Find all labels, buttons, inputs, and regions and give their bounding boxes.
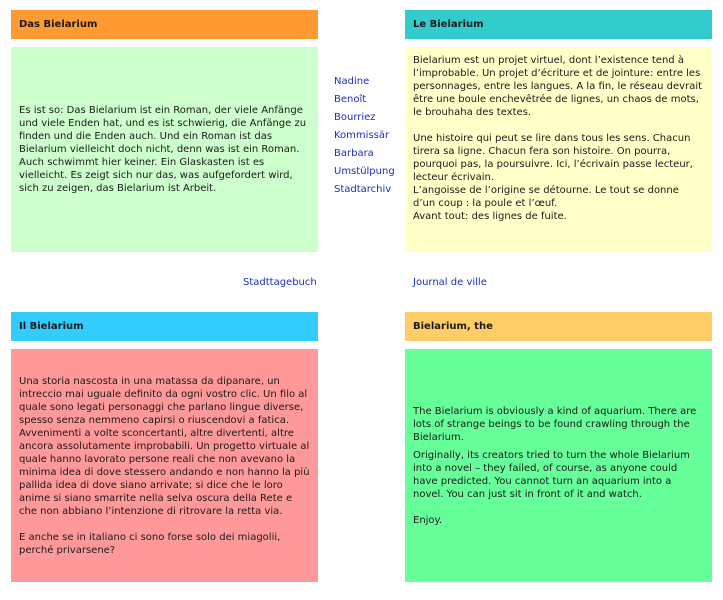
nav-link-benoit[interactable]: Benoît: [334, 94, 367, 105]
stadttagebuch-link[interactable]: Stadttagebuch: [243, 277, 317, 288]
character-nav: [334, 75, 395, 201]
journal-de-ville-link[interactable]: Journal de ville: [413, 277, 487, 288]
nav-link-nadine[interactable]: Nadine: [334, 76, 370, 87]
italian-paragraph-1: Una storia nascosta in una matassa da dipanare, un intreccio mai uguale definito da ogni vostro clic. Un filo al quale sono legati personaggi che parlano lingue diverse, spesso senza nemmeno capirsi o riuscendovi a fatica. Avvenimenti a volte sconcertanti, altre divertenti, altre ancora assolutamente improbabili. Un progetto virtuale al quale hanno lavorato persone reali che non avevano la minima idea di dove stessero andando e non hanno la più pallida idea di dove siano arrivate; si dice che le loro anime si siano smarrite nella selva oscura della Rete e che non abbiano l’intenzione di ritrovare la retta via.: [19, 375, 310, 517]
nav-link-bourriez[interactable]: Bourriez: [334, 112, 376, 123]
nav-link-stadtarchiv[interactable]: Stadtarchiv: [334, 184, 392, 195]
nav-link-barbara[interactable]: Barbara: [334, 148, 374, 159]
nav-link-umstulpung[interactable]: Umstülpung: [334, 166, 395, 177]
section-body-italian: [11, 349, 318, 582]
german-text: Es ist so: Das Bielarium ist ein Roman, der viele Anfänge und viele Enden hat, und es ist schwierig, die Anfänge zu finden und die Enden auch. Und ein Roman ist das Bielarium vielleicht doch nicht, denn was ist ein Roman. Auch schwimmt hier keiner. Ein Glaskasten ist es vielleicht. Es zeigt sich nur das, was aufgefordert wird, sich zu zeigen, das Bielarium ist Arbeit.: [19, 105, 307, 194]
section-header-french: Le Bielarium: [405, 10, 712, 39]
nav-link-kommissar[interactable]: Kommissär: [334, 130, 390, 141]
section-body-french: [405, 47, 712, 252]
french-paragraph-1: Bielarium est un projet virtuel, dont l’existence tend à l’improbable. Un projet d’écriture et de jointure: entre les personnages, entre les langues. A la fin, le réseau devrait être une boule enchevêtrée de lignes, un chaos de mots, le brouhaha des textes.: [413, 55, 703, 118]
section-body-english: [405, 349, 712, 582]
section-body-german: [11, 47, 318, 252]
english-paragraph-2: Originally, its creators tried to turn the whole Bielarium into a novel – they failed, of course, as anyone could have predicted. You cannot turn an aquarium into a novel. You can just sit in front of it and watch.: [413, 449, 690, 500]
english-paragraph-1: The Bielarium is obviously a kind of aquarium. There are lots of strange beings to be found crawling through the Bielarium.: [413, 405, 697, 443]
french-paragraph-2: Une histoire qui peut se lire dans tous les sens. Chacun tirera sa ligne. Chacun fera son histoire. On pourra, pourquoi pas, la poursuivre. Ici, l’écrivain passe lecteur, lecteur écrivain. L’angoisse de l’origine se détourne. Le tout se donne d’un coup : la poule et l’œuf. Avant tout: des lignes de fuite.: [413, 133, 693, 222]
english-paragraph-3: Enjoy.: [413, 514, 443, 526]
section-header-german: Das Bielarium: [11, 10, 318, 39]
italian-paragraph-2: E anche se in italiano ci sono forse solo dei miagolii, perché privarsene?: [19, 531, 281, 556]
section-header-english: Bielarium, the: [405, 312, 712, 341]
section-header-italian: Il Bielarium: [11, 312, 318, 341]
